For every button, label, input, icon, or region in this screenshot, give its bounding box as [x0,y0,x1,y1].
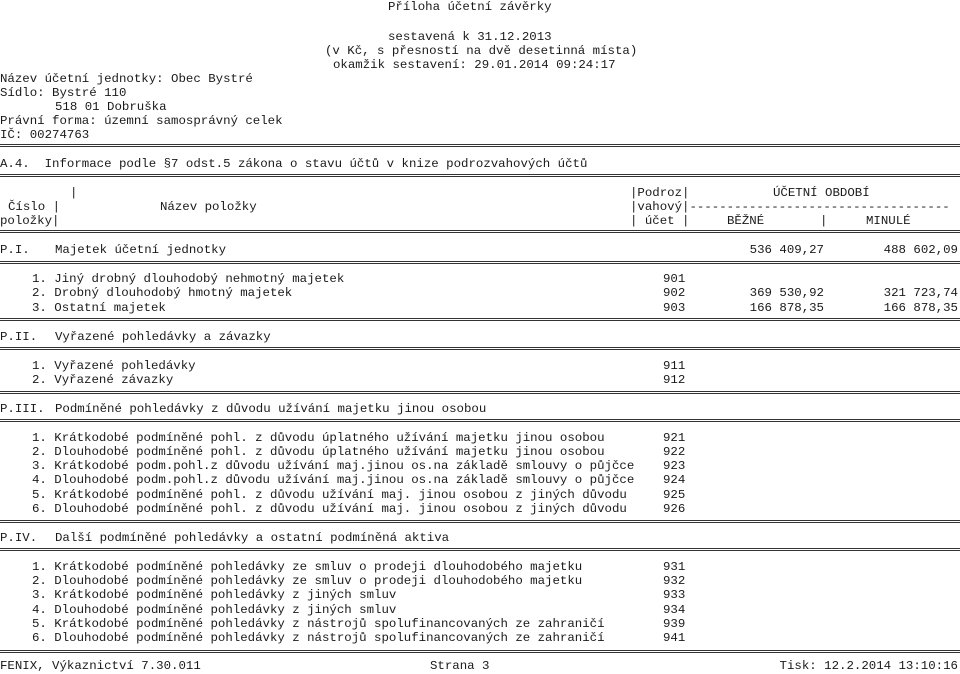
separator [0,391,960,394]
group-title: Další podmíněné pohledávky a ostatní podmíněná aktiva [55,531,450,545]
entity-ic: IČ: 00274763 [0,128,90,142]
entity-address: 518 01 Dobruška [55,100,167,114]
row-label: 6. Dlouhodobé podmíněné pohledávky z nástrojů spolufinancovaných ze zahraničí [32,631,605,645]
header-cislo: Číslo | [8,200,61,214]
separator [0,650,960,653]
row-account: 933 [663,588,686,602]
header-vahovy: |vahový|----------------------------------- [630,200,950,214]
section-title: A.4. Informace podle §7 odst.5 zákona o stavu účtů v knize podrozvahových účtů [0,157,588,171]
row-account: 922 [663,445,686,459]
header-bar: | [820,214,828,228]
row-account: 903 [663,301,686,315]
row-current-value: 369 530,92 [749,286,824,300]
row-account: 911 [663,359,686,373]
row-account: 902 [663,286,686,300]
report-title: Příloha účetní závěrky [388,0,552,14]
header-minule: MINULÉ [866,214,911,228]
row-label: 3. Krátkodobé podm.pohl.z důvodu užívání maj.jinou os.na základě smlouvy o půjčce [32,459,635,473]
separator [0,347,960,350]
separator [0,548,960,551]
entity-seat: Sídlo: Bystré 110 [0,86,127,100]
entity-name: Název účetní jednotky: Obec Bystré [0,72,253,86]
separator [0,230,960,233]
report-precision: (v Kč, s přesností na dvě desetinná místa) [325,44,638,58]
group-code: P.IV. [0,531,38,545]
row-account: 934 [663,603,686,617]
row-label: 1. Vyřazené pohledávky [32,359,196,373]
group-title: Majetek účetní jednotky [55,243,227,257]
row-account: 941 [663,631,686,645]
header-ucet: | účet | [630,214,690,228]
row-label: 4. Dlouhodobé podm.pohl.z důvodu užívání maj.jinou os.na základě smlouvy o půjčce [32,473,635,487]
row-account: 939 [663,617,686,631]
row-account: 923 [663,459,686,473]
footer-software: FENIX, Výkaznictví 7.30.011 [0,659,201,673]
row-account: 926 [663,502,686,516]
group-previous-value: 488 602,09 [883,243,958,257]
entity-legal-form: Právní forma: územní samosprávný celek [0,114,283,128]
group-code: P.II. [0,330,38,344]
group-current-value: 536 409,27 [749,243,824,257]
header-podroz: |Podroz| [630,186,690,200]
separator [0,261,960,264]
group-code: P.I. [0,243,30,257]
row-label: 5. Krátkodobé podmíněné pohledávky z nástrojů spolufinancovaných ze zahraničí [32,617,605,631]
separator [0,419,960,422]
header-bezne: BĚŽNÉ [727,214,765,228]
row-label: 1. Jiný drobný dlouhodobý nehmotný majetek [32,272,345,286]
row-label: 1. Krátkodobé podmíněné pohledávky ze smluv o prodeji dlouhodobého majetku [32,560,583,574]
row-label: 2. Dlouhodobé podmíněné pohledávky ze smluv o prodeji dlouhodobého majetku [32,574,583,588]
row-account: 932 [663,574,686,588]
row-account: 901 [663,272,686,286]
separator [0,318,960,321]
row-previous-value: 321 723,74 [883,286,958,300]
row-label: 5. Krátkodobé podmíněné pohl. z důvodu užívání maj. jinou osobou z jiných důvodu [32,488,627,502]
row-label: 4. Dlouhodobé podmíněné pohledávky z jiných smluv [32,603,397,617]
separator [0,174,960,177]
row-label: 2. Dlouhodobé podmíněné pohl. z důvodu úplatného užívání majetku jinou osobou [32,445,605,459]
report-timestamp: okamžik sestavení: 29.01.2014 09:24:17 [333,58,616,72]
footer-page: Strana 3 [430,659,490,673]
row-label: 6. Dlouhodobé podmíněné pohl. z důvodu užívání maj. jinou osobou z jiných důvodu [32,502,627,516]
row-label: 2. Drobný dlouhodobý hmotný majetek [32,286,293,300]
row-current-value: 166 878,35 [749,301,824,315]
group-title: Vyřazené pohledávky a závazky [55,330,271,344]
row-account: 921 [663,431,686,445]
row-previous-value: 166 878,35 [883,301,958,315]
row-account: 912 [663,373,686,387]
row-account: 931 [663,560,686,574]
header-bar: | [70,186,78,200]
row-label: 3. Ostatní majetek [32,301,166,315]
header-accounting-period: ÚČETNÍ OBDOBÍ [773,186,870,200]
header-nazev-polozky: Název položky [160,200,257,214]
footer-print-time: Tisk: 12.2.2014 13:10:16 [779,659,958,673]
row-account: 925 [663,488,686,502]
group-title: Podmíněné pohledávky z důvodu užívání majetku jinou osobou [55,402,487,416]
group-code: P.III. [0,402,45,416]
header-polozky: položky| [0,214,60,228]
report-date: sestavená k 31.12.2013 [388,30,552,44]
separator [0,144,960,147]
row-account: 924 [663,473,686,487]
row-label: 2. Vyřazené závazky [32,373,174,387]
separator [0,520,960,523]
row-label: 1. Krátkodobé podmíněné pohl. z důvodu úplatného užívání majetku jinou osobou [32,431,605,445]
row-label: 3. Krátkodobé podmíněné pohledávky z jiných smluv [32,588,397,602]
